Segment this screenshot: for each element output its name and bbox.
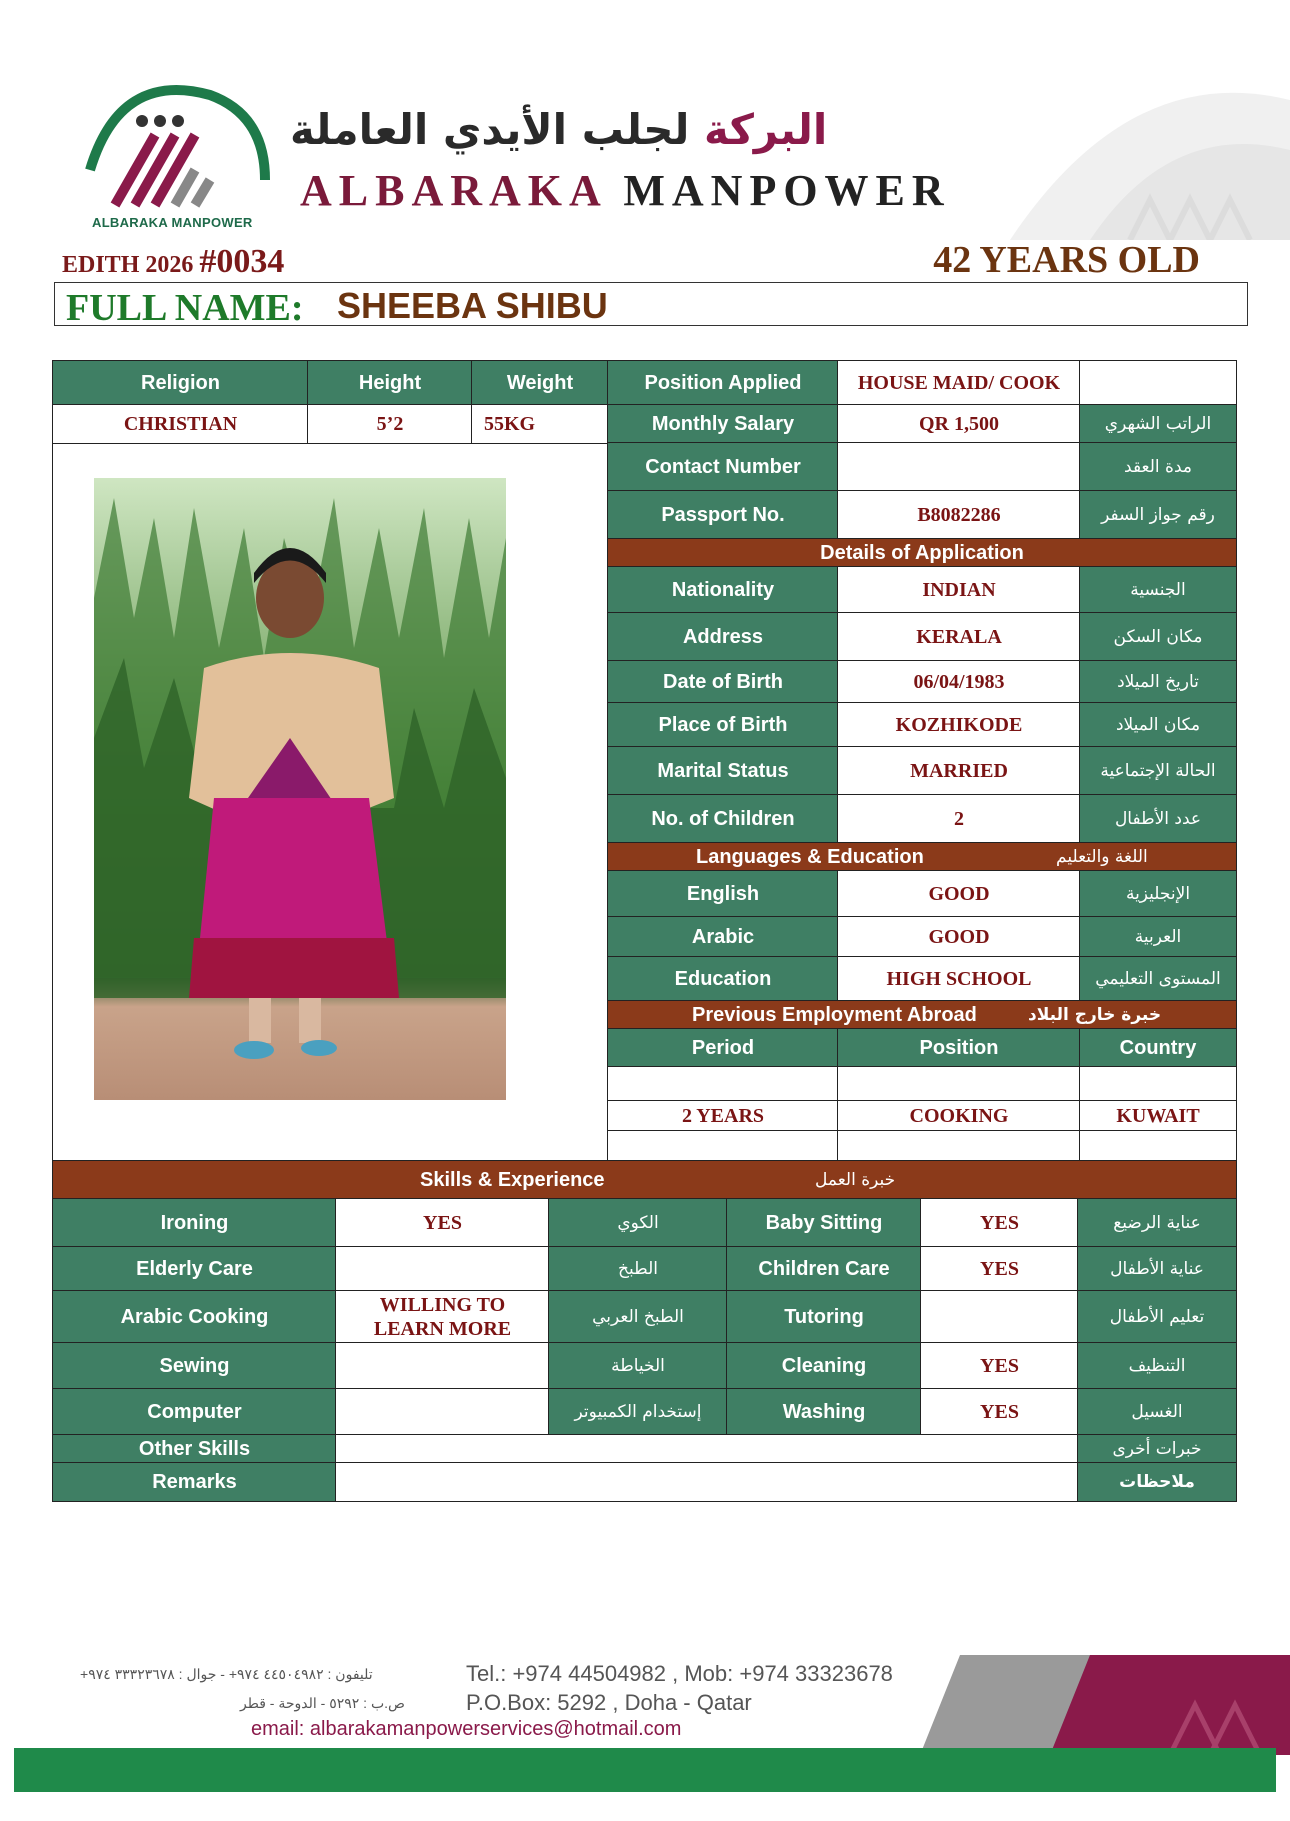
height-header: Height — [307, 360, 473, 406]
skill-sewing-label: Sewing — [52, 1342, 337, 1390]
marital-status-value: MARRIED — [837, 746, 1081, 796]
pob-label: Place of Birth — [607, 702, 839, 748]
skill-arabic-cooking-arabic: الطبخ العربي — [548, 1290, 728, 1344]
religion-header: Religion — [52, 360, 309, 406]
passport-label: Passport No. — [607, 490, 839, 540]
nationality-arabic: الجنسية — [1079, 566, 1237, 614]
skill-children-care-label: Children Care — [726, 1246, 922, 1292]
details-section-title: Details of Application — [607, 538, 1237, 568]
religion-value: CHRISTIAN — [52, 404, 309, 444]
skill-tutoring-value — [920, 1290, 1079, 1344]
employment-row-2-period: 2 YEARS — [607, 1100, 839, 1132]
languages-section-arabic: اللغة والتعليم — [1056, 847, 1148, 867]
employment-row-3-country — [1079, 1130, 1237, 1162]
skill-computer-label: Computer — [52, 1388, 337, 1436]
skill-cleaning-label: Cleaning — [726, 1342, 922, 1390]
decorative-pattern — [970, 40, 1290, 240]
english-label: English — [607, 870, 839, 918]
applicant-photo — [94, 478, 506, 1100]
address-label: Address — [607, 612, 839, 662]
passport-arabic: رقم جواز السفر — [1079, 490, 1237, 540]
english-value: GOOD — [837, 870, 1081, 918]
skill-baby-sitting-label: Baby Sitting — [726, 1198, 922, 1248]
logo-caption: ALBARAKA MANPOWER — [92, 215, 253, 230]
marital-status-arabic: الحالة الإجتماعية — [1079, 746, 1237, 796]
country-header: Country — [1079, 1028, 1237, 1068]
full-name-label: FULL NAME: — [66, 287, 304, 329]
nationality-label: Nationality — [607, 566, 839, 614]
languages-section-header — [607, 842, 1237, 872]
arabic-lang-value: GOOD — [837, 916, 1081, 958]
skill-cleaning-value: YES — [920, 1342, 1079, 1390]
monthly-salary-arabic: الراتب الشهري — [1079, 404, 1237, 444]
full-name-value: SHEEBA SHIBU — [337, 285, 608, 326]
footer-phone: Tel.: +974 44504982 , Mob: +974 33323678 — [466, 1661, 893, 1686]
skill-sewing-arabic: الخياطة — [548, 1342, 728, 1390]
skills-section-arabic: خبرة العمل — [815, 1170, 896, 1190]
skill-washing-arabic: الغسيل — [1077, 1388, 1237, 1436]
skill-ironing-value: YES — [335, 1198, 550, 1248]
contact-number-label: Contact Number — [607, 442, 839, 492]
pob-arabic: مكان الميلاد — [1079, 702, 1237, 748]
skill-tutoring-arabic: تعليم الأطفال — [1077, 1290, 1237, 1344]
dob-value: 06/04/1983 — [837, 660, 1081, 704]
footer-green-bar — [14, 1748, 1276, 1792]
weight-header: Weight — [471, 360, 609, 406]
weight-value: 55KG — [471, 404, 609, 444]
languages-section-title: Languages & Education — [696, 845, 924, 868]
remarks-arabic: ملاحظات — [1077, 1462, 1237, 1502]
skill-children-care-arabic: عناية الأطفال — [1077, 1246, 1237, 1292]
height-value: 5’2 — [307, 404, 473, 444]
monthly-salary-label: Monthly Salary — [607, 404, 839, 444]
pob-value: KOZHIKODE — [837, 702, 1081, 748]
position-header: Position — [837, 1028, 1081, 1068]
reference-code: EDITH 2026 #0034 — [62, 243, 285, 280]
remarks-value — [335, 1462, 1079, 1502]
remarks-label: Remarks — [52, 1462, 337, 1502]
children-arabic: عدد الأطفال — [1079, 794, 1237, 844]
passport-value: B8082286 — [837, 490, 1081, 540]
arabic-lang-label: Arabic — [607, 916, 839, 958]
children-value: 2 — [837, 794, 1081, 844]
skill-arabic-cooking-label: Arabic Cooking — [52, 1290, 337, 1344]
skill-ironing-label: Ironing — [52, 1198, 337, 1248]
other-skills-value — [335, 1434, 1079, 1464]
dob-arabic: تاريخ الميلاد — [1079, 660, 1237, 704]
contact-number-arabic: مدة العقد — [1079, 442, 1237, 492]
footer-email[interactable]: email: albarakamanpowerservices@hotmail.com — [251, 1718, 682, 1740]
employment-row-1-period — [607, 1066, 839, 1102]
skill-children-care-value: YES — [920, 1246, 1079, 1292]
arabic-lang-arabic: العربية — [1079, 916, 1237, 958]
footer-arabic-address: ص.ب : ٥٢٩٢ - الدوحة - قطر — [240, 1695, 405, 1711]
other-skills-label: Other Skills — [52, 1434, 337, 1464]
employment-row-2-country: KUWAIT — [1079, 1100, 1237, 1132]
company-logo — [80, 75, 270, 215]
skills-section-title: Skills & Experience — [420, 1168, 605, 1191]
skill-baby-sitting-arabic: عناية الرضيع — [1077, 1198, 1237, 1248]
nationality-value: INDIAN — [837, 566, 1081, 614]
skill-elderly-care-arabic: الطبخ — [548, 1246, 728, 1292]
position-applied-value: HOUSE MAID/ COOK — [837, 360, 1081, 406]
marital-status-label: Marital Status — [607, 746, 839, 796]
skill-elderly-care-value — [335, 1246, 550, 1292]
employment-section-title: Previous Employment Abroad — [692, 1003, 977, 1026]
other-skills-arabic: خبرات أخرى — [1077, 1434, 1237, 1464]
english-arabic: الإنجليزية — [1079, 870, 1237, 918]
skill-arabic-cooking-value: WILLING TO LEARN MORE — [335, 1290, 550, 1344]
skill-washing-value: YES — [920, 1388, 1079, 1436]
dob-label: Date of Birth — [607, 660, 839, 704]
skill-computer-value — [335, 1388, 550, 1436]
employment-section-header — [607, 1000, 1237, 1030]
skill-baby-sitting-value: YES — [920, 1198, 1079, 1248]
children-label: No. of Children — [607, 794, 839, 844]
address-arabic: مكان السكن — [1079, 612, 1237, 662]
contact-number-value — [837, 442, 1081, 492]
education-value: HIGH SCHOOL — [837, 956, 1081, 1002]
arabic-company-name: البركة لجلب الأيدي العاملة — [290, 105, 828, 154]
skill-ironing-arabic: الكوي — [548, 1198, 728, 1248]
company-name: ALBARAKA MANPOWER — [300, 166, 951, 215]
skill-tutoring-label: Tutoring — [726, 1290, 922, 1344]
skills-section-header — [52, 1160, 1237, 1200]
footer-address: P.O.Box: 5292 , Doha - Qatar — [466, 1690, 752, 1715]
age: 42 YEARS OLD — [933, 239, 1200, 281]
employment-row-3-position — [837, 1130, 1081, 1162]
skill-elderly-care-label: Elderly Care — [52, 1246, 337, 1292]
period-header: Period — [607, 1028, 839, 1068]
footer-decoration — [920, 1655, 1290, 1755]
employment-row-3-period — [607, 1130, 839, 1162]
address-value: KERALA — [837, 612, 1081, 662]
employment-section-arabic: خبرة خارج البلاد — [1028, 1005, 1162, 1025]
footer-arabic-phone: تليفون : ٤٤٥٠٤٩٨٢ ٩٧٤+ - جوال : ٣٣٣٢٣٦٧٨ ٩٧٤+ — [80, 1666, 373, 1682]
position-applied-arabic — [1079, 360, 1237, 406]
education-label: Education — [607, 956, 839, 1002]
skill-sewing-value — [335, 1342, 550, 1390]
employment-row-1-position — [837, 1066, 1081, 1102]
monthly-salary-value: QR 1,500 — [837, 404, 1081, 444]
employment-row-1-country — [1079, 1066, 1237, 1102]
skill-cleaning-arabic: التنظيف — [1077, 1342, 1237, 1390]
employment-row-2-position: COOKING — [837, 1100, 1081, 1132]
position-applied-label: Position Applied — [607, 360, 839, 406]
education-arabic: المستوى التعليمي — [1079, 956, 1237, 1002]
skill-washing-label: Washing — [726, 1388, 922, 1436]
skill-computer-arabic: إستخدام الكمبيوتر — [548, 1388, 728, 1436]
